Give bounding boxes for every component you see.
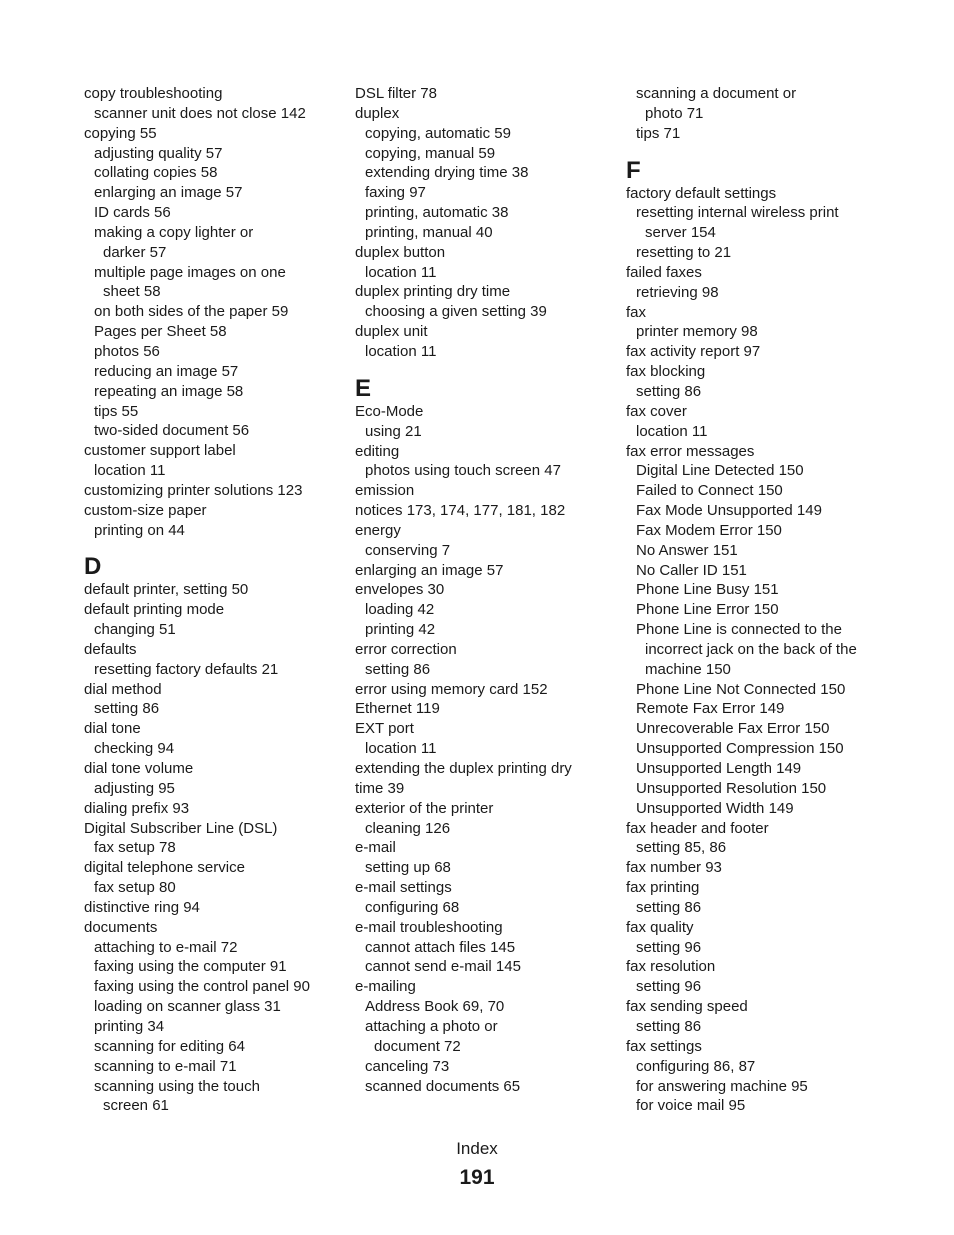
index-entry: error correction [355,640,457,658]
index-entry: editing [355,442,400,460]
index-entry: fax cover [626,402,687,420]
index-entry: e-mail troubleshooting [355,918,503,936]
index-subentry: using 21 [365,422,422,440]
index-subentry: Failed to Connect 150 [636,482,783,500]
index-subentry: attaching to e-mail 72 [94,938,238,956]
index-subentry: Phone Line Error 150 [636,601,779,619]
index-subentry: Unsupported Compression 150 [636,740,844,758]
index-subentry: scanning using the touch [94,1077,260,1095]
index-subentry: tips 71 [636,124,681,142]
index-subentry: faxing 97 [365,184,426,202]
index-subentry: repeating an image 58 [94,382,244,400]
index-entry: Ethernet 119 [355,700,440,718]
index-subentry: ID cards 56 [94,204,171,222]
index-subentry: printing 42 [365,621,436,639]
index-subentry: loading on scanner glass 31 [94,998,281,1016]
index-entry: failed faxes [626,263,702,281]
index-subentry: checking 94 [94,740,175,758]
index-subentry: cannot attach files 145 [365,938,516,956]
index-entry: customizing printer solutions 123 [84,481,303,499]
index-entry: EXT port [355,720,414,738]
index-entry: energy [355,521,401,539]
index-letter-heading: D [84,553,102,581]
index-subentry: incorrect jack on the back of the [645,640,857,658]
index-subentry: setting 85, 86 [636,839,727,857]
index-subentry: on both sides of the paper 59 [94,303,289,321]
index-subentry: screen 61 [103,1097,169,1115]
index-column-3 [626,84,888,1116]
index-subentry: configuring 68 [365,898,460,916]
index-entry: fax sending speed [626,998,748,1016]
index-subentry: sheet 58 [103,283,161,301]
index-subentry: Fax Modem Error 150 [636,521,782,539]
index-subentry: copying, automatic 59 [365,124,511,142]
index-entry: e-mail [355,839,396,857]
index-subentry: setting 86 [636,898,702,916]
index-entry: dialing prefix 93 [84,799,190,817]
index-subentry: Pages per Sheet 58 [94,323,227,341]
index-subentry: Fax Mode Unsupported 149 [636,502,822,520]
index-entry: extending the duplex printing dry [355,760,572,777]
index-letter-heading: F [626,156,641,184]
index-column-2 [355,84,617,1096]
index-entry: dial method [84,680,162,698]
index-entry: error using memory card 152 [355,680,548,698]
index-subentry: setting 86 [365,660,431,678]
index-subentry: retrieving 98 [636,283,719,301]
index-entry: custom-size paper [84,501,207,519]
index-entry: fax header and footer [626,819,769,837]
index-subentry: printing on 44 [94,521,185,539]
index-subentry: adjusting quality 57 [94,144,223,162]
index-entry: dial tone [84,720,141,738]
index-subentry: printing 34 [94,1017,165,1035]
index-subentry: Unsupported Length 149 [636,760,802,777]
index-subentry: extending drying time 38 [365,164,529,182]
index-subentry: scanned documents 65 [365,1077,521,1095]
index-entry: duplex button [355,243,446,261]
index-subentry: setting 96 [636,938,702,956]
index-entry: documents [84,918,158,936]
index-entry: default printing mode [84,601,225,619]
index-subentry: setting 86 [636,382,702,400]
index-subentry: setting 96 [636,978,702,996]
index-entry: time 39 [355,779,405,797]
index-entry: dial tone volume [84,760,194,777]
footer-section-label: Index [456,1139,498,1158]
index-subentry: photos using touch screen 47 [365,462,561,480]
index-entry: e-mail settings [355,879,452,897]
index-subentry: printing, manual 40 [365,223,493,241]
index-entry: duplex unit [355,323,428,341]
index-subentry: tips 55 [94,402,139,420]
index-subentry: cannot send e-mail 145 [365,958,521,976]
index-entry: Digital Subscriber Line (DSL) [84,819,278,837]
index-subentry: changing 51 [94,621,176,639]
index-entry: defaults [84,640,137,658]
index-entry: fax error messages [626,442,755,460]
index-subentry: faxing using the control panel 90 [94,978,310,996]
page-number: 191 [459,1166,495,1189]
index-subentry: adjusting 95 [94,779,175,797]
index-subentry: Phone Line Busy 151 [636,581,779,599]
index-subentry: choosing a given setting 39 [365,303,547,321]
index-subentry: server 154 [645,224,716,242]
index-entry: exterior of the printer [355,799,494,817]
index-subentry: copying, manual 59 [365,144,496,162]
index-subentry: resetting to 21 [636,244,732,262]
index-entry: DSL filter 78 [355,85,437,102]
index-subentry: multiple page images on one [94,263,286,281]
index-subentry: location 11 [365,263,437,281]
index-subentry: scanning a document or [636,85,797,102]
index-subentry: Phone Line is connected to the [636,621,842,639]
index-entry: fax activity report 97 [626,343,761,361]
index-entry: duplex printing dry time [355,283,511,301]
index-entry: factory default settings [626,184,777,202]
index-subentry: resetting factory defaults 21 [94,660,279,678]
index-entry: copying 55 [84,124,157,142]
index-entry: copy troubleshooting [84,85,223,102]
index-entry: customer support label [84,442,236,460]
index-subentry: for voice mail 95 [636,1097,746,1115]
index-entry: distinctive ring 94 [84,898,200,916]
index-subentry: document 72 [374,1037,461,1055]
index-entry: default printer, setting 50 [84,581,249,599]
index-subentry: canceling 73 [365,1057,450,1075]
index-subentry: Address Book 69, 70 [365,998,505,1016]
index-subentry: location 11 [636,422,708,440]
index-entry: duplex [355,104,400,122]
index-subentry: Phone Line Not Connected 150 [636,680,846,698]
index-subentry: location 11 [94,462,166,480]
index-subentry: making a copy lighter or [94,223,254,241]
index-entry: fax blocking [626,363,706,381]
index-column-1 [84,84,346,1116]
index-subentry: machine 150 [645,660,731,678]
index-subentry: fax setup 78 [94,839,176,857]
index-entry: fax number 93 [626,859,722,877]
index-subentry: photo 71 [645,104,704,122]
index-entry: fax [626,303,647,321]
index-entry: e-mailing [355,978,416,996]
index-subentry: printing, automatic 38 [365,204,509,222]
index-subentry: Unrecoverable Fax Error 150 [636,720,830,738]
index-subentry: Unsupported Resolution 150 [636,779,827,797]
index-subentry: conserving 7 [365,541,451,559]
index-entry: enlarging an image 57 [355,561,504,579]
index-subentry: No Answer 151 [636,541,738,559]
index-subentry: setting up 68 [365,859,451,877]
index-subentry: faxing using the computer 91 [94,958,287,976]
index-subentry: No Caller ID 151 [636,561,747,579]
index-subentry: Digital Line Detected 150 [636,462,804,480]
index-entry: envelopes 30 [355,581,445,599]
index-subentry: darker 57 [103,243,167,261]
index-entry: emission [355,482,415,500]
index-subentry: reducing an image 57 [94,362,239,380]
index-entry: fax printing [626,879,700,897]
index-entry: fax quality [626,918,694,936]
index-entry: fax resolution [626,958,716,976]
index-subentry: configuring 86, 87 [636,1057,756,1075]
index-letter-heading: E [355,374,372,402]
index-subentry: collating copies 58 [94,164,218,182]
index-subentry: setting 86 [94,700,160,718]
index-entry: Eco-Mode [355,402,424,420]
index-subentry: location 11 [365,740,437,758]
index-entry: digital telephone service [84,859,245,877]
index-subentry: cleaning 126 [365,819,451,837]
index-subentry: scanner unit does not close 142 [94,104,306,122]
index-subentry: location 11 [365,342,437,360]
index-subentry: loading 42 [365,601,435,619]
index-subentry: enlarging an image 57 [94,184,243,202]
index-subentry: fax setup 80 [94,879,176,897]
index-subentry: attaching a photo or [365,1017,498,1035]
index-subentry: Unsupported Width 149 [636,799,794,817]
index-subentry: printer memory 98 [636,323,758,341]
index-subentry: photos 56 [94,342,160,360]
index-subentry: scanning to e-mail 71 [94,1057,237,1075]
index-subentry: resetting internal wireless print [636,204,839,222]
index-subentry: scanning for editing 64 [94,1037,245,1055]
index-subentry: for answering machine 95 [636,1077,808,1095]
index-subentry: two-sided document 56 [94,422,250,440]
index-entry: fax settings [626,1037,702,1055]
index-subentry: Remote Fax Error 149 [636,700,785,718]
index-entry: notices 173, 174, 177, 181, 182 [355,502,566,520]
index-subentry: setting 86 [636,1017,702,1035]
